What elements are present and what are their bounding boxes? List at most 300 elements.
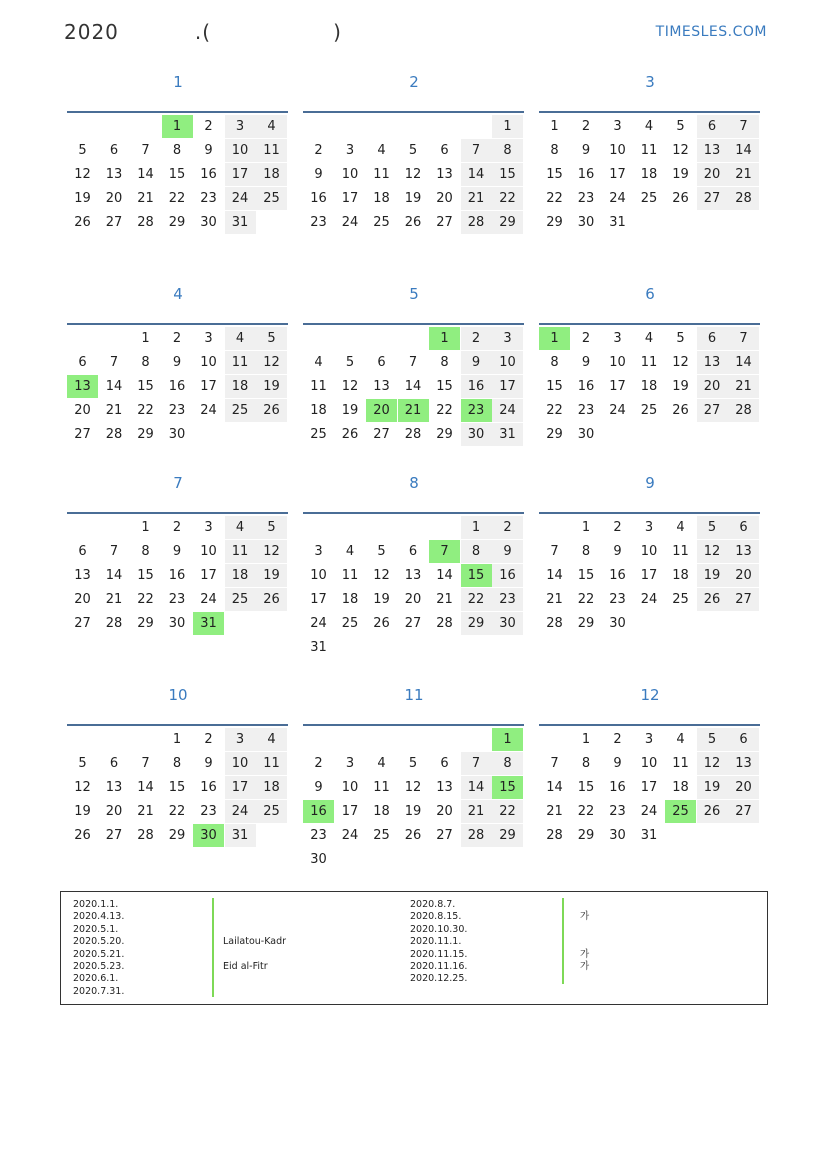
day-cell: 20 (728, 564, 759, 587)
day-cell: 8 (581, 544, 591, 559)
day-cell: 4 (345, 544, 355, 559)
day-cell: 30 (310, 852, 327, 867)
day-cell: 18 (256, 163, 287, 186)
day-cell: 28 (461, 824, 492, 847)
day-cell: 26 (256, 399, 287, 422)
day-cell: 13 (105, 167, 123, 182)
legend-row (410, 961, 750, 973)
day-cell: 26 (74, 215, 91, 230)
holiday-day-cell: 21 (398, 399, 429, 422)
day-cell: 11 (640, 355, 658, 370)
month-block (303, 474, 525, 655)
day-cell: 26 (672, 191, 689, 206)
day-cell: 4 (644, 331, 654, 346)
day-cell: 2 (314, 143, 323, 158)
day-cell: 19 (404, 804, 422, 819)
day-cell: 22 (137, 403, 154, 418)
day-cell: 4 (377, 756, 386, 771)
day-cell: 13 (105, 780, 123, 795)
day-cell: 27 (373, 427, 390, 442)
legend-row (410, 936, 750, 948)
day-cell: 18 (225, 564, 256, 587)
day-cell: 22 (137, 592, 154, 607)
day-cell: 2 (204, 732, 213, 747)
day-cell: 27 (728, 800, 759, 823)
day-cell: 12 (373, 568, 390, 583)
day-cell: 4 (225, 327, 256, 350)
day-cell: 12 (404, 167, 422, 182)
day-cell: 5 (377, 544, 386, 559)
day-cell: 23 (200, 804, 217, 819)
title-year: 2020 (64, 20, 119, 44)
day-cell: 1 (581, 520, 591, 535)
month-grid (303, 724, 524, 867)
day-cell: 3 (613, 119, 622, 134)
day-cell: 24 (225, 187, 256, 210)
day-cell: 19 (256, 375, 287, 398)
legend-date: 2020.5.1. (73, 923, 119, 935)
legend-date: 2020.11.16. (410, 960, 468, 972)
legend-row (73, 961, 403, 973)
day-cell: 9 (172, 355, 182, 370)
day-cell: 30 (168, 427, 186, 442)
day-cell: 29 (492, 211, 523, 234)
day-cell: 6 (440, 143, 449, 158)
day-cell: 18 (640, 379, 658, 394)
day-cell: 16 (609, 568, 626, 583)
day-cell: 2 (172, 331, 182, 346)
day-cell: 12 (697, 752, 728, 775)
day-cell: 11 (672, 756, 689, 771)
day-cell: 26 (256, 588, 287, 611)
day-cell: 30 (168, 616, 186, 631)
day-cell: 28 (728, 187, 759, 210)
month-block (303, 73, 525, 230)
day-cell: 17 (310, 592, 327, 607)
day-cell: 17 (609, 167, 626, 182)
day-cell: 7 (461, 752, 492, 775)
day-cell: 1 (172, 732, 182, 747)
month-block (539, 474, 761, 631)
day-cell: 27 (697, 399, 728, 422)
day-cell: 2 (461, 327, 492, 350)
day-cell: 17 (225, 163, 256, 186)
day-cell: 18 (341, 592, 359, 607)
day-cell: 17 (225, 776, 256, 799)
day-cell: 27 (105, 828, 123, 843)
legend-row (73, 936, 403, 948)
day-cell: 6 (728, 728, 759, 751)
holiday-day-cell: 30 (193, 824, 224, 847)
legend-row (73, 973, 403, 985)
day-cell: 19 (697, 564, 728, 587)
day-cell: 11 (640, 143, 658, 158)
day-cell: 3 (204, 520, 213, 535)
legend-date: 2020.11.15. (410, 948, 468, 960)
day-cell: 7 (550, 544, 559, 559)
day-cell: 6 (697, 115, 728, 138)
day-cell: 31 (310, 640, 327, 655)
day-cell: 12 (74, 780, 91, 795)
day-cell: 17 (492, 375, 523, 398)
day-cell: 9 (204, 143, 213, 158)
day-cell: 25 (672, 592, 689, 607)
day-cell: 24 (609, 403, 626, 418)
day-cell: 30 (577, 215, 595, 230)
legend-date: 2020.5.21. (73, 948, 125, 960)
day-cell: 5 (676, 331, 685, 346)
legend-row (73, 924, 403, 936)
legend-holiday-name: Lailatou-Kadr (223, 936, 287, 948)
day-cell: 11 (310, 379, 327, 394)
month-title: 5 (409, 285, 419, 303)
day-cell: 3 (613, 331, 622, 346)
day-cell: 19 (256, 564, 287, 587)
day-cell: 19 (74, 191, 91, 206)
day-cell: 30 (492, 612, 523, 635)
day-cell: 9 (314, 167, 323, 182)
day-cell: 13 (728, 752, 759, 775)
day-cell: 4 (314, 355, 323, 370)
month-grid (303, 323, 524, 442)
day-cell: 22 (436, 403, 453, 418)
day-cell: 6 (697, 327, 728, 350)
legend-date: 2020.8.15. (410, 911, 462, 923)
holiday-day-cell: 16 (303, 800, 334, 823)
legend-date: 2020.8.7. (410, 899, 456, 910)
day-cell: 10 (640, 544, 658, 559)
day-cell: 6 (78, 355, 87, 370)
day-cell: 17 (341, 191, 359, 206)
day-cell: 2 (204, 119, 213, 134)
day-cell: 6 (109, 756, 119, 771)
day-cell: 29 (436, 427, 453, 442)
legend-row (73, 899, 403, 911)
day-cell: 22 (577, 592, 595, 607)
day-cell: 8 (141, 355, 150, 370)
day-cell: 29 (168, 828, 186, 843)
day-cell: 15 (168, 780, 186, 795)
day-cell: 16 (492, 564, 523, 587)
day-cell: 5 (256, 516, 287, 539)
month-title: 1 (173, 73, 183, 91)
day-cell: 16 (577, 167, 595, 182)
legend-row (73, 911, 403, 923)
month-grid (303, 111, 524, 230)
day-cell: 18 (672, 780, 689, 795)
day-cell: 17 (640, 780, 658, 795)
day-cell: 13 (697, 351, 728, 374)
month-title: 2 (409, 73, 419, 91)
day-cell: 4 (256, 115, 287, 138)
day-cell: 8 (172, 143, 182, 158)
day-cell: 13 (697, 139, 728, 162)
day-cell: 3 (644, 520, 654, 535)
day-cell: 26 (672, 403, 689, 418)
day-cell: 21 (137, 191, 154, 206)
day-cell: 24 (341, 828, 359, 843)
day-cell: 17 (609, 379, 626, 394)
month-grid (303, 512, 524, 655)
day-cell: 1 (492, 115, 523, 138)
day-cell: 31 (225, 824, 256, 847)
month-block (303, 686, 525, 867)
day-cell: 25 (341, 616, 359, 631)
day-cell: 31 (609, 215, 626, 230)
day-cell: 21 (546, 592, 563, 607)
day-cell: 24 (492, 399, 523, 422)
day-cell: 10 (225, 139, 256, 162)
day-cell: 5 (697, 728, 728, 751)
day-cell: 28 (105, 616, 123, 631)
day-cell: 23 (168, 592, 186, 607)
day-cell: 10 (341, 780, 359, 795)
day-cell: 16 (168, 568, 186, 583)
day-cell: 23 (168, 403, 186, 418)
holiday-day-cell: 25 (665, 800, 696, 823)
day-cell: 19 (404, 191, 422, 206)
day-cell: 23 (577, 403, 595, 418)
day-cell: 15 (137, 379, 154, 394)
day-cell: 8 (440, 355, 449, 370)
day-cell: 21 (137, 804, 154, 819)
day-cell: 13 (373, 379, 390, 394)
day-cell: 28 (404, 427, 422, 442)
day-cell: 21 (461, 187, 492, 210)
day-cell: 2 (613, 732, 622, 747)
day-cell: 12 (672, 355, 689, 370)
day-cell: 11 (256, 139, 287, 162)
legend-date: 2020.10.30. (410, 923, 468, 935)
day-cell: 14 (436, 568, 453, 583)
day-cell: 19 (74, 804, 91, 819)
day-cell: 19 (697, 776, 728, 799)
month-block (67, 285, 289, 442)
day-cell: 13 (74, 568, 91, 583)
day-cell: 31 (492, 423, 523, 446)
day-cell: 17 (200, 568, 217, 583)
day-cell: 3 (225, 728, 256, 751)
day-cell: 28 (546, 828, 563, 843)
title-subtitle: .( (194, 20, 212, 44)
day-cell: 13 (436, 780, 453, 795)
day-cell: 29 (577, 616, 595, 631)
day-cell: 22 (168, 191, 186, 206)
day-cell: 28 (137, 215, 154, 230)
day-cell: 27 (404, 616, 422, 631)
day-cell: 6 (109, 143, 119, 158)
day-cell: 14 (461, 163, 492, 186)
day-cell: 27 (74, 427, 91, 442)
day-cell: 5 (408, 143, 418, 158)
month-title: 8 (409, 474, 419, 492)
day-cell: 14 (137, 780, 154, 795)
day-cell: 2 (613, 520, 622, 535)
day-cell: 1 (141, 520, 150, 535)
day-cell: 10 (492, 351, 523, 374)
title-close: ) (333, 20, 342, 44)
day-cell: 9 (613, 756, 622, 771)
day-cell: 18 (373, 804, 390, 819)
day-cell: 31 (640, 828, 658, 843)
legend-holiday-name: Eid al-Fitr (223, 960, 268, 972)
month-block (303, 285, 525, 442)
month-grid (539, 724, 760, 843)
day-cell: 24 (225, 800, 256, 823)
day-cell: 20 (728, 776, 759, 799)
day-cell: 21 (546, 804, 563, 819)
day-cell: 23 (310, 828, 327, 843)
day-cell: 3 (225, 115, 256, 138)
month-grid (539, 512, 760, 631)
day-cell: 28 (137, 828, 154, 843)
day-cell: 3 (314, 544, 323, 559)
day-cell: 16 (609, 780, 626, 795)
day-cell: 2 (581, 331, 591, 346)
day-cell: 29 (137, 427, 154, 442)
day-cell: 14 (404, 379, 422, 394)
day-cell: 4 (377, 143, 386, 158)
day-cell: 8 (172, 756, 182, 771)
day-cell: 7 (550, 756, 559, 771)
day-cell: 3 (345, 143, 355, 158)
day-cell: 23 (310, 215, 327, 230)
day-cell: 18 (310, 403, 327, 418)
legend-row (73, 949, 403, 961)
site-link[interactable]: TIMESLES.COM (655, 24, 767, 40)
day-cell: 6 (440, 756, 449, 771)
day-cell: 16 (461, 375, 492, 398)
month-grid (67, 724, 288, 843)
legend-date: 2020.11.1. (410, 936, 462, 948)
day-cell: 24 (310, 616, 327, 631)
day-cell: 28 (436, 616, 453, 631)
holiday-day-cell: 13 (67, 375, 98, 398)
day-cell: 20 (105, 804, 123, 819)
day-cell: 9 (613, 544, 622, 559)
day-cell: 11 (672, 544, 689, 559)
day-cell: 22 (577, 804, 595, 819)
day-cell: 6 (377, 355, 386, 370)
day-cell: 17 (341, 804, 359, 819)
day-cell: 16 (200, 780, 217, 795)
day-cell: 23 (609, 804, 626, 819)
day-cell: 7 (109, 544, 119, 559)
legend-column-left (73, 899, 403, 998)
legend-row (410, 949, 750, 961)
day-cell: 7 (728, 327, 759, 350)
day-cell: 18 (672, 568, 689, 583)
day-cell: 14 (105, 568, 123, 583)
month-title: 4 (173, 285, 183, 303)
day-cell: 26 (404, 215, 422, 230)
day-cell: 18 (256, 776, 287, 799)
day-cell: 15 (168, 167, 186, 182)
day-cell: 30 (577, 427, 595, 442)
day-cell: 26 (74, 828, 91, 843)
day-cell: 19 (672, 167, 689, 182)
day-cell: 11 (373, 780, 390, 795)
day-cell: 9 (581, 355, 591, 370)
day-cell: 27 (436, 828, 453, 843)
day-cell: 20 (697, 163, 728, 186)
day-cell: 4 (256, 728, 287, 751)
day-cell: 15 (546, 379, 563, 394)
holiday-legend (60, 891, 768, 1005)
day-cell: 22 (492, 187, 523, 210)
legend-holiday-name: 가 (580, 960, 590, 972)
day-cell: 24 (609, 191, 626, 206)
holiday-day-cell: 31 (193, 612, 224, 635)
day-cell: 23 (200, 191, 217, 206)
day-cell: 25 (256, 800, 287, 823)
day-cell: 19 (341, 403, 359, 418)
day-cell: 21 (105, 592, 123, 607)
legend-row (410, 911, 750, 923)
day-cell: 7 (728, 115, 759, 138)
day-cell: 26 (697, 588, 728, 611)
day-cell: 11 (225, 351, 256, 374)
month-grid (539, 323, 760, 442)
day-cell: 10 (341, 167, 359, 182)
day-cell: 14 (546, 780, 563, 795)
day-cell: 5 (345, 355, 355, 370)
day-cell: 22 (546, 403, 563, 418)
day-cell: 25 (640, 403, 658, 418)
day-cell: 20 (404, 592, 422, 607)
month-grid (67, 323, 288, 442)
day-cell: 28 (546, 616, 563, 631)
holiday-day-cell: 15 (461, 564, 492, 587)
day-cell: 26 (404, 828, 422, 843)
day-cell: 8 (550, 143, 559, 158)
day-cell: 23 (609, 592, 626, 607)
day-cell: 27 (728, 588, 759, 611)
day-cell: 19 (373, 592, 390, 607)
day-cell: 5 (256, 327, 287, 350)
month-title: 6 (645, 285, 655, 303)
day-cell: 20 (697, 375, 728, 398)
day-cell: 1 (141, 331, 150, 346)
day-cell: 21 (728, 375, 759, 398)
day-cell: 19 (672, 379, 689, 394)
day-cell: 17 (640, 568, 658, 583)
month-grid (67, 512, 288, 631)
day-cell: 13 (728, 540, 759, 563)
day-cell: 18 (373, 191, 390, 206)
day-cell: 25 (373, 828, 390, 843)
day-cell: 29 (546, 427, 563, 442)
day-cell: 25 (310, 427, 327, 442)
day-cell: 6 (728, 516, 759, 539)
day-cell: 12 (672, 143, 689, 158)
day-cell: 24 (640, 804, 658, 819)
holiday-day-cell: 20 (366, 399, 397, 422)
page-title (64, 20, 342, 44)
day-cell: 18 (225, 375, 256, 398)
day-cell: 1 (461, 516, 492, 539)
day-cell: 29 (137, 616, 154, 631)
day-cell: 16 (577, 379, 595, 394)
month-block (539, 285, 761, 442)
day-cell: 28 (461, 211, 492, 234)
day-cell: 18 (640, 167, 658, 182)
day-cell: 15 (577, 568, 595, 583)
day-cell: 14 (105, 379, 123, 394)
day-cell: 26 (373, 616, 390, 631)
day-cell: 15 (577, 780, 595, 795)
day-cell: 30 (461, 423, 492, 446)
